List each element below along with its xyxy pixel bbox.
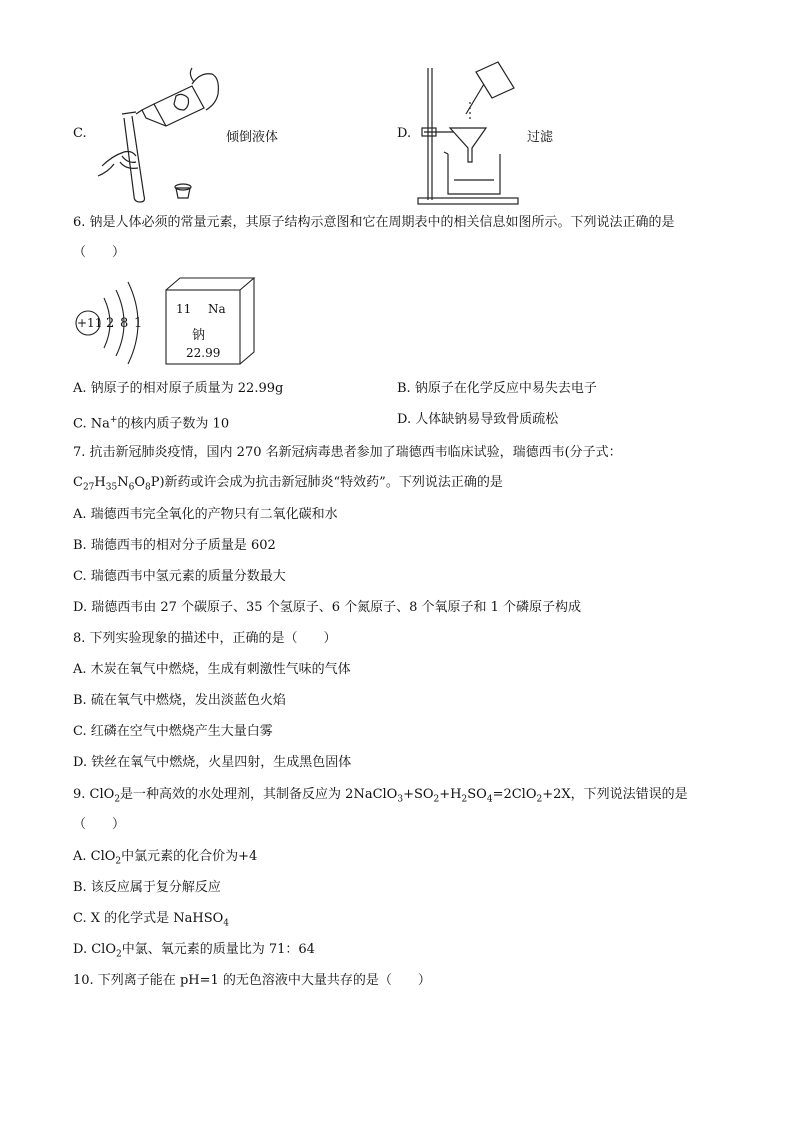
q9-stem: 9. ClO$_2$是一种高效的水处理剂，其制备反应为 $2NaClO_3+SO_2+H_2SO_4=2ClO_2+2X$，下列说法错误的是 bbox=[73, 787, 688, 805]
q8-stem: 8. 下列实验现象的描述中，正确的是（ ） bbox=[73, 631, 337, 646]
cell-atomic-mass: 22.99 bbox=[186, 346, 221, 360]
q7-option-b: B. 瑞德西韦的相对分子质量是 602 bbox=[73, 538, 276, 553]
q7-option-d: D. 瑞德西韦由 27 个碳原子、35 个氢原子、6 个氮原子、8 个氧原子和 1 个磷原子构成 bbox=[73, 600, 582, 615]
atom-shell-3: 1 bbox=[134, 316, 143, 331]
q6-option-d: D. 人体缺钠易导致骨质疏松 bbox=[397, 412, 559, 427]
q5-option-d-letter: D. bbox=[397, 126, 412, 141]
cell-atomic-number: 11 bbox=[176, 302, 192, 316]
q6-option-c: C. Na+的核内质子数为 10 bbox=[73, 415, 230, 432]
q9-paren: （ ） bbox=[73, 817, 126, 832]
remdesivir-formula: $C_{27}H_{35}N_6O_8P$ bbox=[73, 475, 160, 493]
atom-shell-2: 8 bbox=[120, 316, 129, 331]
q6-option-b: B. 钠原子在化学反应中易失去电子 bbox=[397, 381, 597, 396]
q9-option-c: C. X 的化学式是 NaHSO$_4$ bbox=[73, 911, 230, 929]
pouring-liquid-figure bbox=[92, 64, 222, 204]
q7-option-c: C. 瑞德西韦中氢元素的质量分数最大 bbox=[73, 569, 286, 584]
atom-nucleus-label: +11 bbox=[77, 316, 103, 330]
q8-option-c: C. 红磷在空气中燃烧产生大量白雾 bbox=[73, 724, 273, 739]
q5-option-c-caption: 倾倒液体 bbox=[226, 130, 279, 145]
q6-paren: （ ） bbox=[73, 245, 126, 260]
cell-element-symbol: Na bbox=[208, 302, 226, 316]
q9-option-b: B. 该反应属于复分解反应 bbox=[73, 880, 221, 895]
q8-option-b: B. 硫在氧气中燃烧，发出淡蓝色火焰 bbox=[73, 693, 286, 708]
q5-option-d-caption: 过滤 bbox=[527, 130, 554, 145]
q5-option-c-letter: C. bbox=[73, 126, 87, 141]
filtration-figure bbox=[414, 62, 524, 208]
atom-shell-1: 2 bbox=[106, 316, 115, 331]
q6-option-a: A. 钠原子的相对原子质量为 22.99g bbox=[73, 381, 284, 396]
q6-stem: 6. 钠是人体必须的常量元素，其原子结构示意图和它在周期表中的相关信息如图所示。下列说法正确的是 bbox=[73, 215, 675, 230]
q8-option-d: D. 铁丝在氧气中燃烧，火星四射，生成黑色固体 bbox=[73, 755, 352, 770]
cell-element-name: 钠 bbox=[192, 328, 206, 343]
q10-stem: 10. 下列离子能在 pH=1 的无色溶液中大量共存的是（ ） bbox=[73, 973, 431, 988]
q7-stem-line1: 7. 抗击新冠肺炎疫情，国内 270 名新冠病毒患者参加了瑞德西韦临床试验，瑞德西韦(分子式： bbox=[73, 445, 622, 460]
q9-option-d: D. ClO$_2$中氯、氧元素的质量比为 71：64 bbox=[73, 942, 315, 960]
q9-option-a: A. ClO$_2$中氯元素的化合价为+4 bbox=[73, 849, 258, 867]
q7-option-a: A. 瑞德西韦完全氧化的产物只有二氧化碳和水 bbox=[73, 507, 338, 522]
q7-stem-line2: $C_{27}H_{35}N_6O_8P$)新药或许会成为抗击新冠肺炎“特效药”。下列说法正确的是 bbox=[73, 475, 503, 493]
q8-option-a: A. 木炭在氧气中燃烧，生成有刺激性气味的气体 bbox=[73, 662, 351, 677]
